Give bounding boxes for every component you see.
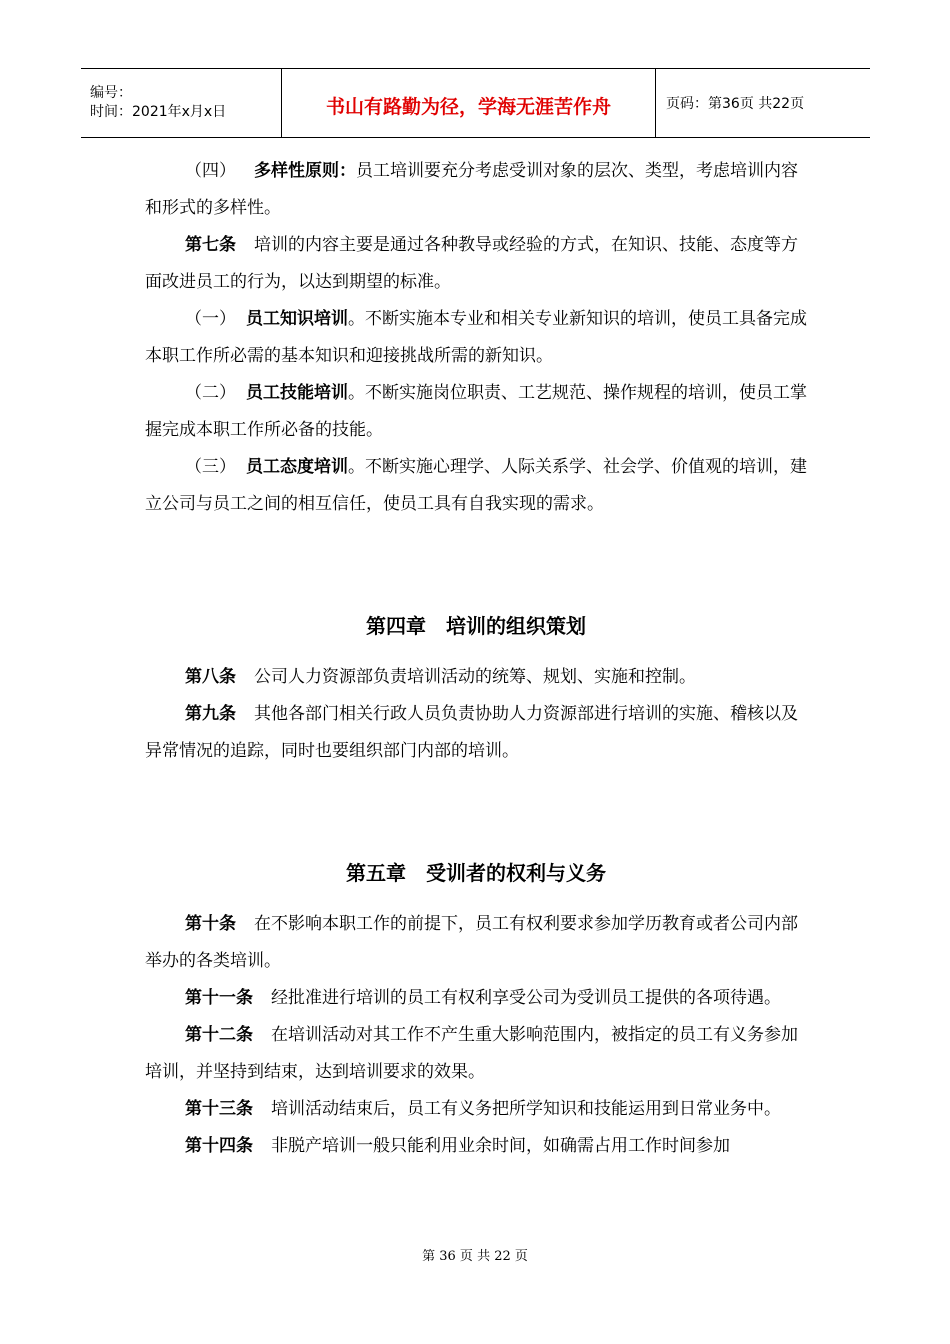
item-title: 员工技能培训: [246, 383, 348, 403]
item-text: 员工培训要充分考虑受训对象的层次、类型，考虑培训内容和形式的多样性。: [145, 161, 798, 218]
item-number: （三）: [185, 457, 236, 477]
document-number-label: 编号：: [90, 85, 132, 101]
article-text: 培训活动结束后，员工有义务把所学知识和技能运用到日常业务中。: [271, 1099, 781, 1119]
item-title: 员工态度培训: [246, 457, 348, 477]
paragraph-article-14: [145, 1128, 807, 1165]
article-title: 第十三条: [185, 1099, 253, 1119]
chapter-5-heading: 第五章 受训者的权利与义务: [346, 861, 606, 885]
article-text: 培训的内容主要是通过各种教导或经验的方式，在知识、技能、态度等方面改进员工的行为，以达到期望的标准。: [145, 235, 798, 292]
paragraph-article-7: [145, 227, 807, 301]
item-number: （一）: [185, 309, 236, 329]
article-text: 在不影响本职工作的前提下，员工有权利要求参加学历教育或者公司内部举办的各类培训。: [145, 914, 798, 971]
paragraph-diversity-principle: [145, 153, 807, 227]
item-number: （二）: [185, 383, 236, 403]
document-date: 时间：2021年x月x日: [90, 104, 227, 120]
paragraph-article-13: [145, 1091, 807, 1128]
item-number: （四）: [185, 161, 236, 181]
article-text: 公司人力资源部负责培训活动的统筹、规划、实施和控制。: [254, 667, 696, 687]
article-title: 第八条: [185, 667, 236, 687]
item-text: 。不断实施心理学、人际关系学、社会学、价值观的培训，建立公司与员工之间的相互信任，使员工具有自我实现的需求。: [145, 457, 807, 514]
item-title: 员工知识培训: [246, 309, 348, 329]
page-header: [81, 68, 870, 138]
paragraph-skill-training: [145, 375, 807, 449]
article-text: 其他各部门相关行政人员负责协助人力资源部进行培训的实施、稽核以及异常情况的追踪，同时也要组织部门内部的培训。: [145, 704, 798, 761]
article-title: 第十四条: [185, 1136, 253, 1156]
article-title: 第七条: [185, 235, 236, 255]
article-text: 经批准进行培训的员工有权利享受公司为受训员工提供的各项待遇。: [271, 988, 781, 1008]
paragraph-article-12: [145, 1017, 807, 1091]
paragraph-article-10: [145, 906, 807, 980]
page-footer: 第 36 页 共 22 页: [422, 1249, 528, 1264]
document-body: [145, 153, 807, 1165]
article-title: 第九条: [185, 704, 236, 724]
item-title: 多样性原则：: [254, 161, 356, 181]
article-text: 在培训活动对其工作不产生重大影响范围内，被指定的员工有义务参加培训，并坚持到结束，达到培训要求的效果。: [145, 1025, 798, 1082]
motto-text: 书山有路勤为径，学海无涯苦作舟: [325, 95, 611, 118]
paragraph-attitude-training: [145, 449, 807, 523]
paragraph-article-8: [145, 659, 807, 696]
article-title: 第十一条: [185, 988, 253, 1008]
header-page-info: [656, 69, 870, 137]
article-text: 非脱产培训一般只能利用业余时间，如确需占用工作时间参加: [271, 1136, 730, 1156]
chapter-4-heading: 第四章 培训的组织策划: [366, 614, 586, 638]
item-text: 。不断实施岗位职责、工艺规范、操作规程的培训，使员工掌握完成本职工作所必备的技能。: [145, 383, 807, 440]
page-info-text: 页码：第36页 共22页: [666, 96, 805, 112]
item-text: 。不断实施本专业和相关专业新知识的培训，使员工具备完成本职工作所必需的基本知识和迎接挑战所需的新知识。: [145, 309, 807, 366]
paragraph-article-11: [145, 980, 807, 1017]
article-title: 第十条: [185, 914, 236, 934]
header-motto: [282, 69, 656, 137]
paragraph-knowledge-training: [145, 301, 807, 375]
paragraph-article-9: [145, 696, 807, 770]
article-title: 第十二条: [185, 1025, 253, 1045]
header-meta: [81, 69, 282, 137]
